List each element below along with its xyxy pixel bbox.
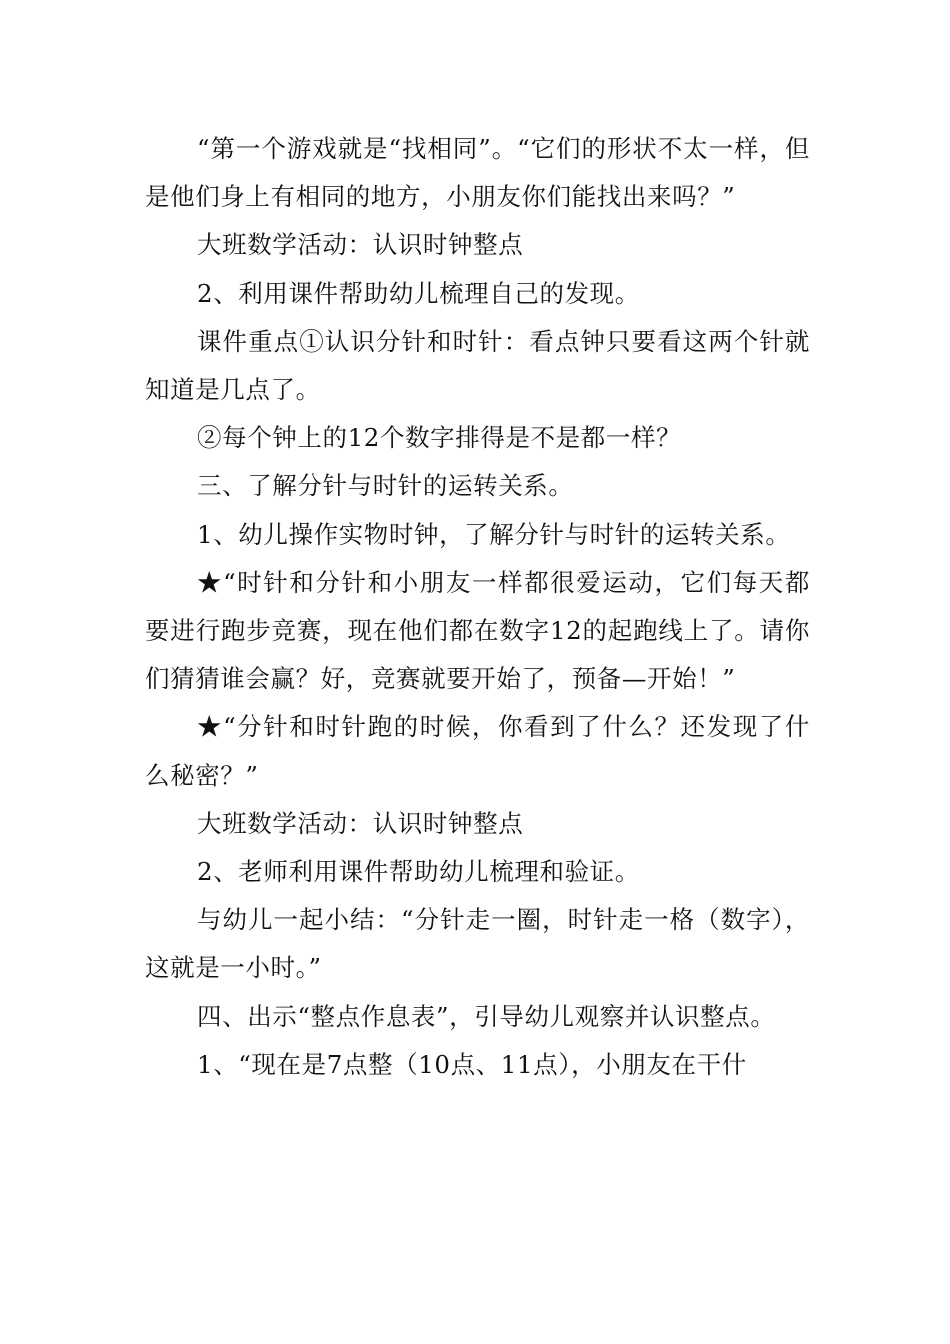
paragraph-courseware-review: 2、利用课件帮助幼儿梳理自己的发现。 [197, 278, 640, 308]
document-page [145, 125, 810, 1089]
paragraph-race-question: ★“分针和时针跑的时候，你看到了什么？还发现了什么秘密？” [145, 712, 810, 790]
paragraph-current-time-question: 1、“现在是7点整（10点、11点），小朋友在干什 [197, 1049, 747, 1079]
paragraph-summary: 与幼儿一起小结：“分针走一圈，时针走一格（数字），这就是一小时。” [145, 905, 810, 983]
paragraph-activity-title-repeat: 大班数学活动：认识时钟整点 [197, 808, 524, 838]
paragraph-hands-on-clock: 1、幼儿操作实物时钟，了解分针与时针的运转关系。 [197, 519, 791, 549]
paragraph-section-four-heading: 四、出示“整点作息表”，引导幼儿观察并认识整点。 [197, 1001, 776, 1031]
paragraph-race-story: ★“时针和分针和小朋友一样都很爱运动，它们每天都要进行跑步竞赛，现在他们都在数字12的起跑线上了。请你们猜猜谁会赢？好，竞赛就要开始了，预备—开始！” [145, 567, 810, 694]
paragraph-activity-title: 大班数学活动：认识时钟整点 [197, 230, 524, 260]
paragraph-key-point-hands: 课件重点①认识分针和时针：看点钟只要看这两个针就知道是几点了。 [145, 326, 810, 405]
paragraph-teacher-verify: 2、老师利用课件帮助幼儿梳理和验证。 [197, 857, 640, 887]
paragraph-section-three-heading: 三、了解分针与时针的运转关系。 [197, 471, 574, 501]
paragraph-game-intro: “第一个游戏就是“找相同”。“它们的形状不太一样，但是他们身上有相同的地方，小朋友你们能找出来吗？” [145, 134, 810, 212]
paragraph-twelve-numbers: ②每个钟上的12个数字排得是不是都一样？ [197, 423, 682, 453]
